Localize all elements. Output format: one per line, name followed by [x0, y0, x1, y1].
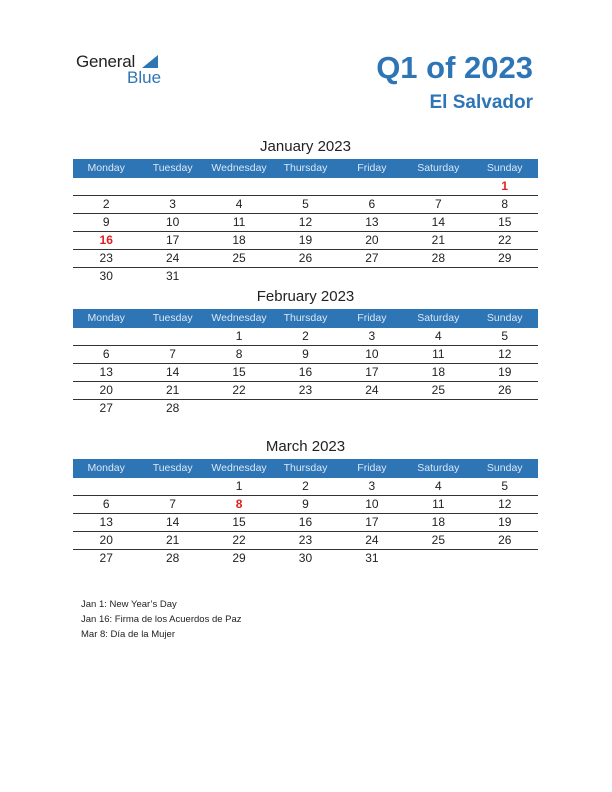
country-name: El Salvador: [429, 92, 533, 113]
day-cell: [272, 178, 338, 195]
weekday-label: Wednesday: [211, 462, 267, 474]
day-cell: 7: [169, 347, 176, 361]
month-calendar-march: [73, 436, 538, 567]
day-cell: 31: [365, 551, 379, 565]
logo-blue-text: Blue: [127, 68, 162, 87]
week-row: [73, 400, 538, 417]
day-cell: 14: [165, 365, 180, 379]
day-cell: 4: [235, 197, 243, 211]
day-cell: 22: [232, 383, 246, 397]
day-cell: 18: [431, 365, 445, 379]
day-cell: [206, 178, 272, 195]
day-cell: [472, 550, 538, 567]
day-cell: 5: [501, 479, 509, 493]
holiday-note: Mar 8: Día de la Mujer: [81, 629, 175, 640]
weekday-header: [73, 309, 538, 328]
weeks: [73, 328, 538, 417]
holiday-day-cell: 16: [99, 233, 113, 247]
month-title: March 2023: [265, 438, 346, 455]
day-cell: 22: [498, 233, 512, 247]
weekday-header: [73, 459, 538, 478]
month-title: January 2023: [260, 138, 351, 155]
day-cell: 9: [302, 497, 309, 511]
weekday-header: [73, 159, 538, 178]
day-cell: 15: [232, 515, 246, 529]
day-cell: 20: [99, 383, 113, 397]
day-cell: 28: [165, 401, 180, 415]
day-cell: [472, 268, 538, 285]
day-cell: [139, 328, 205, 345]
day-cell: 7: [169, 497, 176, 511]
day-cell: 6: [102, 497, 110, 511]
day-cell: [405, 400, 471, 417]
day-cell: 1: [235, 329, 243, 343]
week-row: [73, 328, 538, 346]
day-cell: 18: [431, 515, 445, 529]
day-cell: 24: [365, 383, 379, 397]
day-cell: 18: [232, 233, 246, 247]
holiday-note: Jan 1: New Year’s Day: [81, 599, 177, 610]
day-cell: 19: [298, 233, 313, 247]
weekday-label: Thursday: [283, 312, 328, 324]
weekday-label: Wednesday: [211, 312, 267, 324]
day-cell: 13: [99, 365, 113, 379]
day-cell: 10: [165, 215, 180, 229]
day-cell: 22: [232, 533, 246, 547]
weekday-label: Sunday: [486, 462, 523, 474]
day-cell: [339, 268, 405, 285]
weekday-label: Monday: [87, 162, 125, 174]
day-cell: 20: [365, 233, 379, 247]
day-cell: [272, 400, 338, 417]
day-cell: 25: [431, 383, 445, 397]
day-cell: 24: [365, 533, 379, 547]
day-cell: 9: [102, 215, 110, 229]
holiday-note: Jan 16: Firma de los Acuerdos de Paz: [81, 614, 242, 625]
day-cell: 10: [365, 497, 379, 511]
day-cell: 23: [99, 251, 113, 265]
day-cell: 23: [298, 383, 313, 397]
day-cell: [339, 178, 405, 195]
week-row: [73, 214, 538, 232]
weekday-label: Friday: [357, 462, 387, 474]
weekday-label: Monday: [87, 312, 125, 324]
day-cell: 8: [235, 347, 243, 361]
day-cell: 5: [302, 197, 309, 211]
day-cell: 16: [298, 515, 313, 529]
day-cell: 23: [298, 533, 313, 547]
day-cell: 25: [431, 533, 445, 547]
weeks: [73, 178, 538, 285]
holiday-day-cell: 1: [501, 179, 509, 193]
day-cell: 4: [434, 479, 442, 493]
day-cell: 20: [99, 533, 113, 547]
day-cell: 1: [235, 479, 243, 493]
day-cell: 9: [302, 347, 309, 361]
day-cell: 3: [169, 197, 176, 211]
logo-general-text: General: [76, 52, 136, 71]
weekday-label: Thursday: [283, 462, 328, 474]
day-cell: 16: [298, 365, 313, 379]
day-cell: 19: [498, 365, 512, 379]
day-cell: 13: [99, 515, 113, 529]
week-row: [73, 382, 538, 400]
day-cell: 2: [302, 479, 309, 493]
weekday-label: Sunday: [486, 312, 523, 324]
day-cell: 12: [498, 347, 512, 361]
page-title: Q1 of 2023: [376, 50, 533, 85]
weekday-label: Tuesday: [152, 162, 193, 174]
logo-triangle-icon: [142, 55, 158, 68]
weekday-label: Wednesday: [211, 162, 267, 174]
week-row: [73, 532, 538, 550]
day-cell: 28: [431, 251, 445, 265]
weeks: [73, 478, 538, 567]
day-cell: 6: [102, 347, 110, 361]
day-cell: 15: [498, 215, 512, 229]
day-cell: 17: [365, 515, 379, 529]
week-row: [73, 232, 538, 250]
day-cell: 30: [298, 551, 313, 565]
day-cell: 3: [368, 329, 376, 343]
day-cell: 29: [232, 551, 246, 565]
day-cell: 12: [498, 497, 512, 511]
day-cell: [405, 178, 471, 195]
logo: [76, 52, 176, 88]
day-cell: 28: [165, 551, 180, 565]
day-cell: 26: [298, 251, 313, 265]
day-cell: 11: [232, 215, 246, 229]
day-cell: 27: [99, 401, 113, 415]
day-cell: 6: [368, 197, 376, 211]
day-cell: 21: [165, 383, 180, 397]
day-cell: 15: [232, 365, 246, 379]
day-cell: 26: [498, 383, 512, 397]
day-cell: 7: [434, 197, 442, 211]
day-cell: [139, 178, 205, 195]
week-row: [73, 268, 538, 285]
week-row: [73, 196, 538, 214]
week-row: [73, 514, 538, 532]
holiday-day-cell: 8: [235, 497, 243, 511]
day-cell: 27: [99, 551, 113, 565]
day-cell: 24: [165, 251, 180, 265]
day-cell: 14: [431, 215, 445, 229]
day-cell: 4: [434, 329, 442, 343]
weekday-label: Saturday: [417, 462, 460, 474]
week-row: [73, 478, 538, 496]
week-row: [73, 250, 538, 268]
day-cell: 26: [498, 533, 512, 547]
day-cell: [73, 478, 139, 495]
month-title: February 2023: [256, 288, 355, 305]
day-cell: 12: [298, 215, 313, 229]
day-cell: 5: [501, 329, 509, 343]
day-cell: [73, 328, 139, 345]
day-cell: [272, 268, 338, 285]
day-cell: 30: [99, 269, 113, 283]
month-calendar-february: [73, 286, 538, 417]
day-cell: 17: [365, 365, 379, 379]
holiday-notes: [81, 597, 242, 642]
day-cell: 19: [498, 515, 512, 529]
day-cell: 10: [365, 347, 379, 361]
day-cell: 17: [165, 233, 180, 247]
month-calendar-january: [73, 136, 538, 285]
day-cell: 27: [365, 251, 379, 265]
day-cell: [405, 268, 471, 285]
weekday-label: Friday: [357, 162, 387, 174]
weekday-label: Thursday: [283, 162, 328, 174]
day-cell: 25: [232, 251, 246, 265]
day-cell: 21: [431, 233, 445, 247]
weekday-label: Saturday: [417, 312, 460, 324]
day-cell: 2: [102, 197, 110, 211]
day-cell: 11: [432, 347, 445, 361]
day-cell: 31: [165, 269, 180, 283]
weekday-label: Tuesday: [152, 312, 193, 324]
day-cell: 2: [302, 329, 309, 343]
week-row: [73, 346, 538, 364]
weekday-label: Sunday: [486, 162, 523, 174]
day-cell: 3: [368, 479, 376, 493]
day-cell: [405, 550, 471, 567]
day-cell: [206, 400, 272, 417]
day-cell: 8: [501, 197, 509, 211]
week-row: [73, 550, 538, 567]
day-cell: 14: [165, 515, 180, 529]
day-cell: 21: [165, 533, 180, 547]
week-row: [73, 364, 538, 382]
weekday-label: Tuesday: [152, 462, 193, 474]
weekday-label: Friday: [357, 312, 387, 324]
week-row: [73, 178, 538, 196]
weekday-label: Saturday: [417, 162, 460, 174]
day-cell: 11: [432, 497, 445, 511]
day-cell: [339, 400, 405, 417]
day-cell: [73, 178, 139, 195]
day-cell: [139, 478, 205, 495]
day-cell: [206, 268, 272, 285]
day-cell: 29: [498, 251, 512, 265]
weekday-label: Monday: [87, 462, 125, 474]
day-cell: [472, 400, 538, 417]
week-row: [73, 496, 538, 514]
day-cell: 13: [365, 215, 379, 229]
